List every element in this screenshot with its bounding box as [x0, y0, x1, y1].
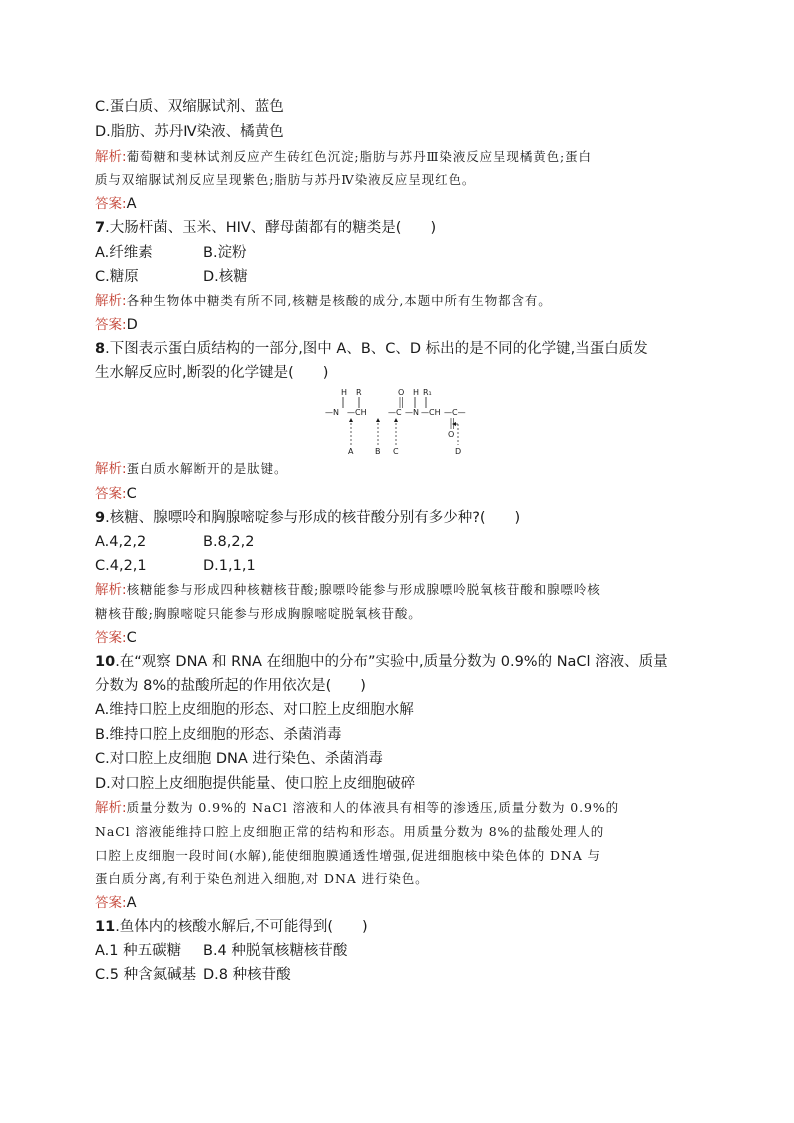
- q6-answer: [95, 194, 705, 214]
- explanation-text: 葡萄糖和斐林试剂反应产生砖红色沉淀;脂肪与苏丹Ⅲ染液反应呈现橘黄色;蛋白: [126, 149, 592, 164]
- answer-value: D: [126, 317, 138, 333]
- question-number: 9: [95, 510, 106, 526]
- q8-stem-line-2: 生水解反应时,断裂的化学键是( ): [95, 365, 329, 381]
- q10-explanation-line-1: [95, 798, 705, 818]
- chain-ch1: —CH: [347, 408, 367, 417]
- question-text: .鱼体内的核酸水解后,不可能得到( ): [115, 919, 368, 935]
- question-number: 10: [95, 654, 116, 670]
- option-d: D.核糖: [203, 269, 248, 285]
- option-c: C.糖原: [95, 269, 139, 285]
- bond-label-a: A: [348, 447, 354, 456]
- answer-label: 答案:: [95, 317, 127, 333]
- label-r1: R₁: [423, 388, 432, 397]
- option-d: D.1,1,1: [203, 558, 256, 574]
- label-oxygen: O: [448, 430, 455, 439]
- option-a: A.纤维素: [95, 245, 153, 261]
- q10-stem-line-1: [95, 652, 705, 672]
- answer-value: C: [126, 630, 137, 646]
- q11-options-row-1: [95, 941, 705, 961]
- answer-value: A: [126, 196, 137, 212]
- answer-label: 答案:: [95, 486, 127, 502]
- q7-answer: [95, 315, 705, 335]
- q9-answer: [95, 628, 705, 648]
- q7-explanation: [95, 291, 705, 311]
- explanation-label: 解析:: [95, 800, 127, 816]
- label-o: O: [398, 388, 405, 397]
- answer-value: C: [126, 486, 137, 502]
- option-a: A.1 种五碳糖: [95, 943, 182, 959]
- explanation-text: 蛋白质水解断开的是肽键。: [126, 461, 288, 476]
- q10-option-b: B.维持口腔上皮细胞的形态、杀菌消毒: [95, 727, 342, 743]
- bond-label-b: B: [375, 447, 381, 456]
- q6-explanation-line-2: 质与双缩脲试剂反应呈现紫色;脂肪与苏丹Ⅳ染液反应呈现红色。: [95, 172, 476, 187]
- explanation-label: 解析:: [95, 149, 127, 165]
- label-h2: H: [413, 388, 420, 397]
- arrow-b-head: [376, 418, 380, 422]
- bond-label-c: C: [393, 447, 399, 456]
- q10-explanation-line-3: 口腔上皮细胞一段时间(水解),能使细胞膜通透性增强,促进细胞核中染色体的 DNA 与: [95, 848, 601, 863]
- explanation-label: 解析:: [95, 293, 127, 309]
- chain-n1: —N: [325, 408, 339, 417]
- arrow-c-head: [394, 418, 398, 422]
- explanation-label: 解析:: [95, 461, 127, 477]
- q9-stem: [95, 508, 705, 528]
- explanation-text: 核糖能参与形成四种核糖核苷酸;腺嘌呤能参与形成腺嘌呤脱氧核苷酸和腺嘌呤核: [126, 582, 601, 597]
- q10-option-a: A.维持口腔上皮细胞的形态、对口腔上皮细胞水解: [95, 702, 414, 718]
- explanation-label: 解析:: [95, 582, 127, 598]
- q8-answer: [95, 484, 705, 504]
- q10-explanation-line-2: NaCl 溶液能维持口腔上皮细胞正常的结构和形态。用质量分数为 8%的盐酸处理人的: [95, 824, 605, 839]
- label-r: R: [356, 388, 362, 397]
- explanation-text: 各种生物体中糖类有所不同,核糖是核酸的成分,本题中所有生物都含有。: [126, 293, 552, 308]
- q11-options-row-2: [95, 965, 705, 985]
- q7-stem: [95, 218, 705, 238]
- q9-explanation-line-1: [95, 580, 705, 600]
- q6-explanation-line-1: [95, 147, 705, 167]
- q10-explanation-line-4: 蛋白质分离,有利于染色剂进入细胞,对 DNA 进行染色。: [95, 871, 429, 886]
- arrow-a-head: [349, 418, 353, 422]
- q9-explanation-line-2: 糖核苷酸;胸腺嘧啶只能参与形成胸腺嘧啶脱氧核苷酸。: [95, 606, 422, 621]
- peptide-structure-diagram: [325, 385, 475, 457]
- option-d: D.8 种核苷酸: [203, 967, 291, 983]
- question-number: 7: [95, 220, 106, 236]
- q10-answer: [95, 893, 705, 913]
- q6-option-d: D.脂肪、苏丹Ⅳ染液、橘黄色: [95, 124, 284, 140]
- q10-option-c: C.对口腔上皮细胞 DNA 进行染色、杀菌消毒: [95, 751, 383, 767]
- q6-option-c: C.蛋白质、双缩脲试剂、蓝色: [95, 99, 284, 115]
- option-b: B.淀粉: [203, 245, 247, 261]
- q9-options-row-1: [95, 532, 705, 552]
- bond-label-d: D: [455, 447, 462, 456]
- answer-label: 答案:: [95, 630, 127, 646]
- q7-options-row-2: [95, 267, 705, 287]
- q7-options-row-1: [95, 243, 705, 263]
- question-number: 8: [95, 341, 106, 357]
- arrow-d-head: [452, 422, 456, 426]
- q11-stem: [95, 917, 705, 937]
- chain-ch2: —CH: [421, 408, 441, 417]
- question-text: .在“观察 DNA 和 RNA 在细胞中的分布”实验中,质量分数为 0.9%的 NaCl 溶液、质量: [115, 654, 668, 670]
- option-c: C.4,2,1: [95, 558, 147, 574]
- question-text: .下图表示蛋白质结构的一部分,图中 A、B、C、D 标出的是不同的化学键,当蛋白质发: [105, 341, 648, 357]
- answer-label: 答案:: [95, 196, 127, 212]
- question-text: .大肠杆菌、玉米、HIV、酵母菌都有的糖类是( ): [105, 220, 437, 236]
- label-h1: H: [341, 388, 348, 397]
- chain-c1: —C: [388, 408, 402, 417]
- option-a: A.4,2,2: [95, 534, 147, 550]
- option-b: B.8,2,2: [203, 534, 255, 550]
- option-c: C.5 种含氮碱基: [95, 967, 197, 983]
- option-b: B.4 种脱氧核糖核苷酸: [203, 943, 348, 959]
- answer-value: A: [126, 895, 137, 911]
- explanation-text: 质量分数为 0.9%的 NaCl 溶液和人的体液具有相等的渗透压,质量分数为 0.9%的: [126, 800, 619, 815]
- chain-n2: —N: [405, 408, 419, 417]
- question-number: 11: [95, 919, 116, 935]
- answer-label: 答案:: [95, 895, 127, 911]
- q8-stem-line-1: [95, 339, 705, 359]
- q10-option-d: D.对口腔上皮细胞提供能量、使口腔上皮细胞破碎: [95, 776, 416, 792]
- q10-stem-line-2: 分数为 8%的盐酸所起的作用依次是( ): [95, 678, 366, 694]
- q8-explanation: [95, 459, 705, 479]
- chain-c2: —C—: [444, 408, 466, 417]
- question-text: .核糖、腺嘌呤和胸腺嘧啶参与形成的核苷酸分别有多少种?( ): [105, 510, 521, 526]
- q9-options-row-2: [95, 556, 705, 576]
